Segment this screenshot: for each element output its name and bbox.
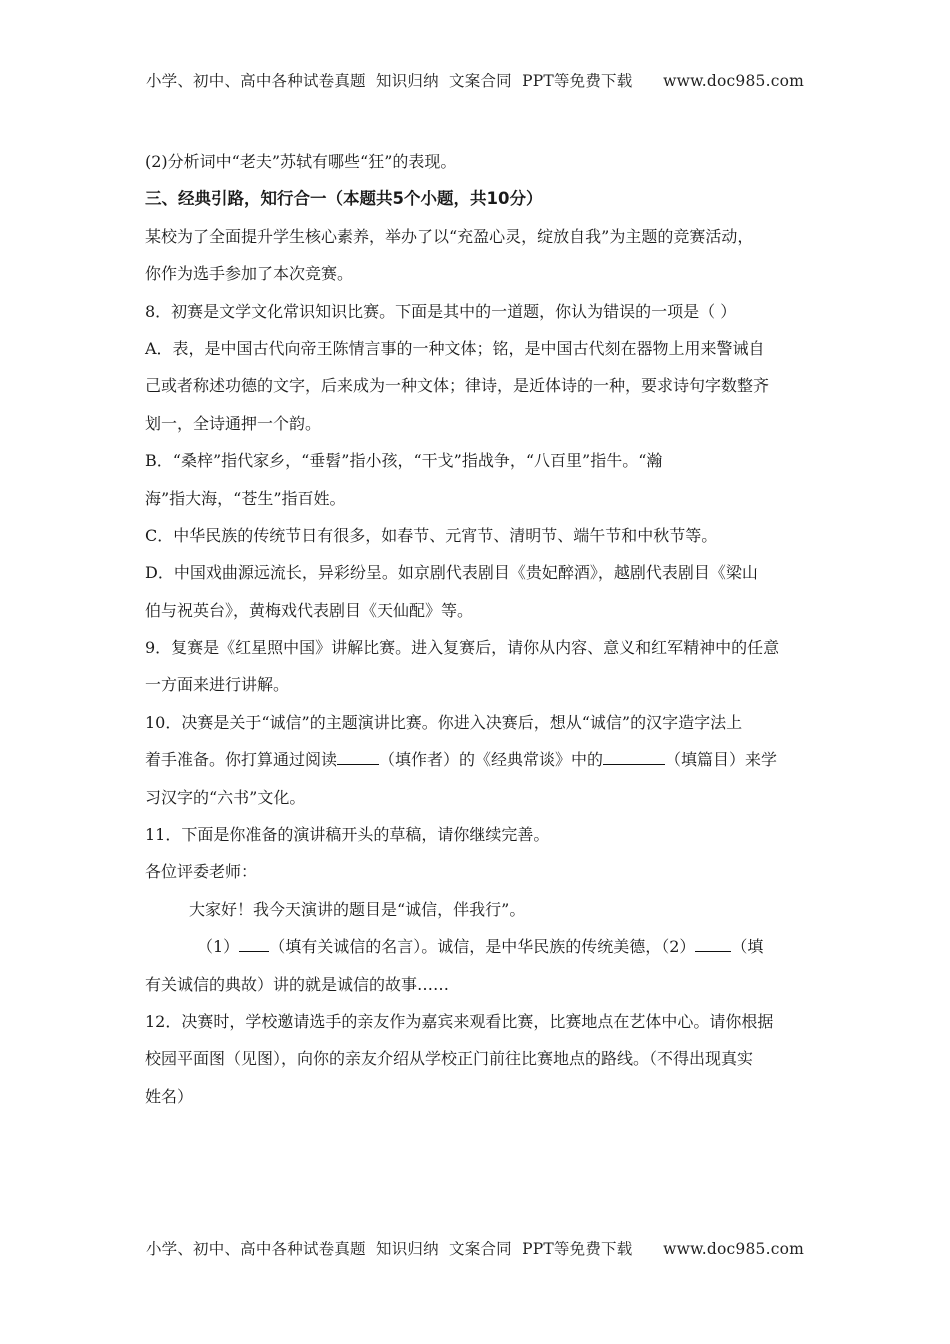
q8-option-a-2: 己或者称述功德的文字，后来成为一种文体；律诗，是近体诗的一种，要求诗句字数整齐 xyxy=(145,376,770,396)
page-header: 小学、初中、高中各种试卷真题 知识归纳 文案合同 PPT等免费下载 www.doc985.com xyxy=(145,72,805,90)
q10-line-2 xyxy=(145,741,810,778)
q11-text-a: （1） xyxy=(197,937,240,957)
intro-line-2: 你作为选手参加了本次竞赛。 xyxy=(145,264,354,284)
q8-option-d-1: D．中国戏曲源远流长，异彩纷呈。如京剧代表剧目《贵妃醉酒》，越剧代表剧目《梁山 xyxy=(145,563,758,583)
q8-option-b-2: 海”指大海，“苍生”指百姓。 xyxy=(145,488,346,508)
q11-hello: 大家好！我今天演讲的题目是“诚信，伴我行”。 xyxy=(189,899,526,919)
q10-text-b: （填作者）的《经典常谈》中的 xyxy=(379,750,604,770)
q10-text-a: 着手准备。你打算通过阅读 xyxy=(145,750,338,770)
q11-greeting: 各位评委老师： xyxy=(145,862,258,882)
q11-stem: 11．下面是你准备的演讲稿开头的草稿，请你继续完善。 xyxy=(145,825,550,845)
q12-line-2: 校园平面图（见图），向你的亲友介绍从学校正门前往比赛地点的路线。（不得出现真实 xyxy=(145,1049,754,1069)
quote-blank[interactable] xyxy=(239,936,269,952)
q8-option-a-3: 划一，全诗通押一个韵。 xyxy=(145,413,322,433)
q8-stem: 8．初赛是文学文化常识知识比赛。下面是其中的一道题，你认为错误的一项是（ ） xyxy=(145,301,737,321)
chapter-blank[interactable] xyxy=(603,749,665,765)
q9-line-2: 一方面来进行讲解。 xyxy=(145,675,290,695)
q11-text-b: （填有关诚信的名言）。诚信，是中华民族的传统美德，（2） xyxy=(269,937,696,957)
exam-content xyxy=(145,143,810,1115)
q8-option-b-1: B．“桑梓”指代家乡，“垂髫”指小孩，“干戈”指战争，“八百里”指牛。“瀚 xyxy=(145,451,663,471)
q7-part2: (2)分析词中“老夫”苏轼有哪些“狂”的表现。 xyxy=(145,152,457,171)
page-footer: 小学、初中、高中各种试卷真题 知识归纳 文案合同 PPT等免费下载 www.doc985.com xyxy=(145,1240,805,1258)
intro-line-1: 某校为了全面提升学生核心素养，举办了以“充盈心灵，绽放自我”为主题的竞赛活动， xyxy=(145,226,754,246)
author-blank[interactable] xyxy=(337,749,379,765)
section-title: 三、经典引路，知行合一（本题共5个小题，共10分） xyxy=(145,189,543,209)
q11-blank-line xyxy=(145,928,810,965)
story-blank[interactable] xyxy=(695,936,731,952)
q11-end: 有关诚信的典故）讲的就是诚信的故事…… xyxy=(145,974,450,994)
q9-line-1: 9．复赛是《红星照中国》讲解比赛。进入复赛后，请你从内容、意义和红军精神中的任意 xyxy=(145,638,780,658)
q12-line-3: 姓名） xyxy=(145,1086,194,1106)
q12-line-1: 12．决赛时，学校邀请选手的亲友作为嘉宾来观看比赛，比赛地点在艺体中心。请你根据 xyxy=(145,1011,774,1031)
q10-line-1: 10．决赛是关于“诚信”的主题演讲比赛。你进入决赛后，想从“诚信”的汉字造字法上 xyxy=(145,712,743,732)
q8-option-c: C．中华民族的传统节日有很多，如春节、元宵节、清明节、端午节和中秋节等。 xyxy=(145,525,718,545)
q11-text-c: （填 xyxy=(731,937,764,957)
q8-option-a-1: A．表，是中国古代向帝王陈情言事的一种文体；铭，是中国古代刻在器物上用来警诫自 xyxy=(145,338,765,358)
q10-line-3: 习汉字的“六书”文化。 xyxy=(145,787,306,807)
q10-text-c: （填篇目）来学 xyxy=(665,750,778,770)
q8-option-d-2: 伯与祝英台》，黄梅戏代表剧目《天仙配》等。 xyxy=(145,600,474,620)
